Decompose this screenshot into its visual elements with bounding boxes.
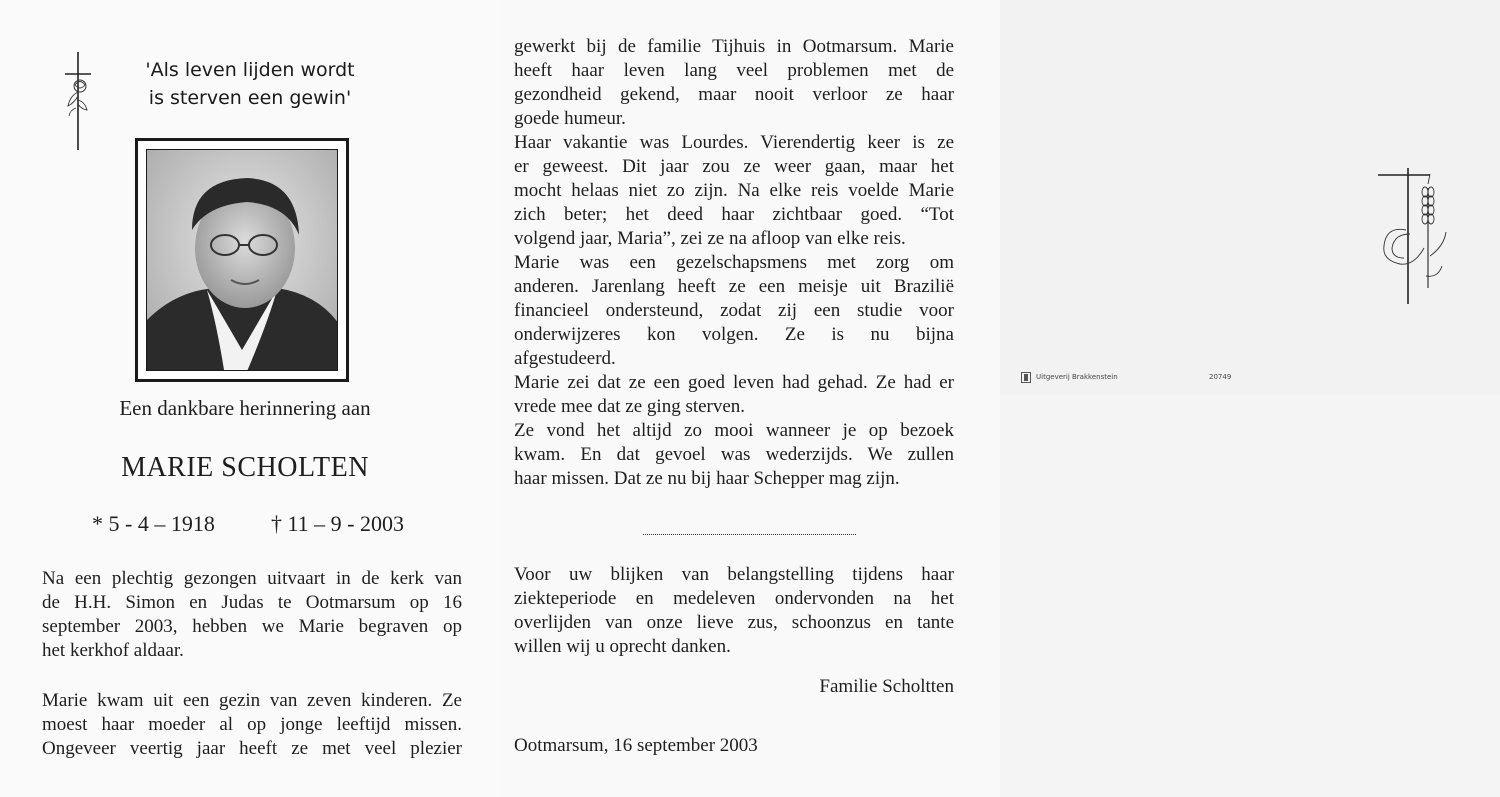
motto-line-1: 'Als leven lijden wordt [145,59,355,81]
text-line: Voor uw blijken van belangstelling tijdens haar [514,564,954,585]
text-line: ziekteperiode en medeleven ondervonden na het [514,588,954,609]
publisher-logo-icon [1021,372,1031,383]
dotted-divider [643,534,856,535]
birth-date: * 5 - 4 – 1918 [92,511,215,536]
text-line: willen wij u oprecht danken. [514,636,731,657]
text-line: afgestudeerd. [514,348,616,369]
text-line: heeft haar leven lang veel problemen met de [514,60,954,81]
remembrance-heading: Een dankbare herinnering aan [119,396,371,420]
text-line: moest haar moeder al op jonge leeftijd missen. [42,714,462,735]
card-back [1000,0,1500,395]
text-line: Ze vond het altijd zo mooi wanneer je op bezoek [514,420,954,441]
thanks-paragraph [514,563,954,659]
text-line: overlijden van onze lieve zus, schoonzus en tante [514,612,954,633]
text-line: financieel ondersteund, zodat zij een studie voor [514,300,954,321]
text-line: de H.H. Simon en Judas te Ootmarsum op 16 [42,592,462,613]
left-panel [0,0,500,797]
text-line: volgend jaar, Maria”, zei ze na afloop van elke reis. [514,228,906,249]
text-line: anderen. Jarenlang heeft ze een meisje uit Brazilië [514,276,954,297]
text-line: vrede mee dat ze ging sterven. [514,396,746,417]
motto-line-2: is sterven een gewin' [148,87,352,109]
text-line: haar missen. Dat ze nu bij haar Schepper mag zijn. [514,468,900,489]
publisher-name: Uitgeverij Brakkenstein [1036,373,1118,381]
text-line: gewerkt bij de familie Tijhuis in Ootmarsum. Marie [514,36,954,57]
text-line: Ongeveer veertig jaar heeft ze met veel plezier [42,738,462,759]
place-and-date: Ootmarsum, 16 september 2003 [514,735,758,756]
biography-paragraph [514,35,954,491]
text-line: kwam. En dat gevoel was wederzijds. We zullen [514,444,954,465]
card-number: 20749 [1209,373,1232,381]
death-date: † 11 – 9 - 2003 [271,511,405,536]
family-signature: Familie Scholtten [819,676,954,697]
text-line: het kerkhof aldaar. [42,640,184,661]
text-line: Marie was een gezelschapsmens met zorg om [514,252,954,273]
middle-panel [500,0,1000,797]
text-line: Marie kwam uit een gezin van zeven kinderen. Ze [42,690,462,711]
text-line: mocht helaas niet zo zijn. Na elke reis voelde Marie [514,180,954,201]
text-line: goede humeur. [514,108,626,129]
motto [120,56,380,112]
text-line: er geweest. Dit jaar zou ze weer gaan, maar het [514,156,954,177]
text-line: Marie zei dat ze een goed leven had gehad. Ze had er [514,372,954,393]
funeral-paragraph [42,567,462,663]
portrait-photo-frame [135,138,349,382]
portrait-photo [146,149,338,371]
text-line: gezondheid gekend, maar nooit verloor ze haar [514,84,954,105]
text-line: Haar vakantie was Lourdes. Vierendertig keer is ze [514,132,954,153]
text-line: onderwijzeres kon volgen. Ze is nu bijna [514,324,954,345]
text-line: zich beter; het deed haar zichtbaar goed. “Tot [514,204,954,225]
cross-with-rose-icon [58,52,98,150]
text-line: Na een plechtig gezongen uitvaart in de kerk van [42,568,462,589]
cross-with-wheat-icon [1378,168,1454,304]
deceased-name: MARIE SCHOLTEN [121,452,369,483]
text-line: september 2003, hebben we Marie begraven op [42,616,462,637]
right-panel [1000,0,1500,797]
life-paragraph [42,689,462,761]
